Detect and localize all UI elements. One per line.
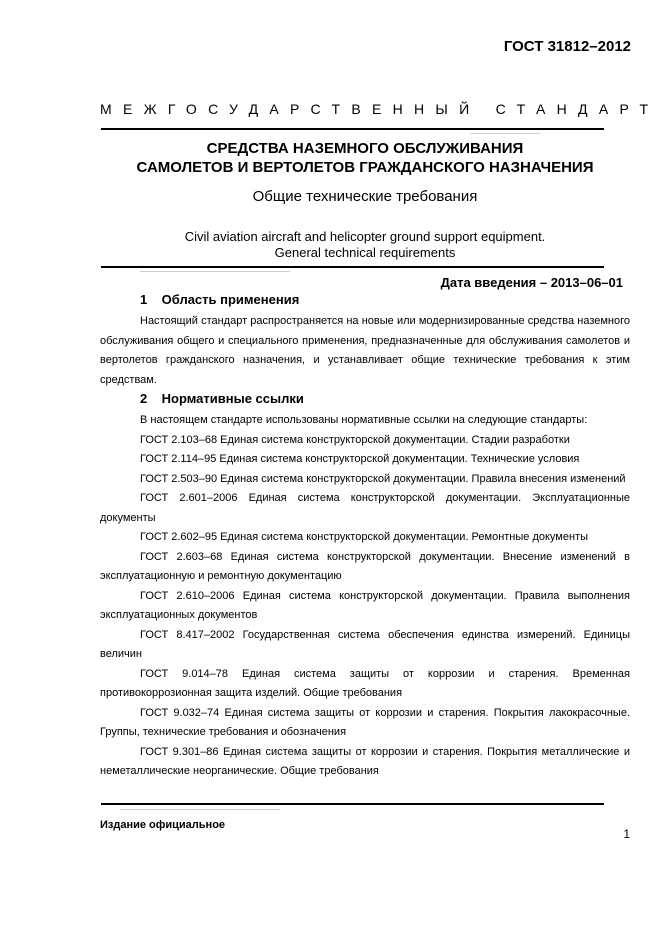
reference-item: ГОСТ 2.103–68 Единая система конструкторской документации. Стадии разработки [140, 433, 570, 446]
reference-item: ГОСТ 2.601–2006 Единая система конструкторской документации. Эксплуатационные документы [100, 492, 630, 524]
scan-artifact [470, 133, 540, 134]
section-heading-scope [140, 292, 299, 307]
interstate-standard-label: МЕЖГОСУДАРСТВЕННЫЙ СТАНДАРТ [100, 101, 660, 117]
page-number: 1 [623, 827, 630, 841]
introduction-date: Дата введения – 2013–06–01 [440, 275, 623, 290]
document-code: ГОСТ 31812–2012 [503, 38, 631, 55]
edition-label: Издание официальное [100, 819, 226, 831]
reference-item: ГОСТ 2.603–68 Единая система конструкторской документации. Внесение изменений в эксплуатационную и ремонтную документацию [100, 550, 630, 582]
reference-item: ГОСТ 8.417–2002 Государственная система обеспечения единства измерений. Единицы величин [100, 628, 630, 660]
english-title [100, 229, 630, 261]
section-title: Нормативные ссылки [161, 391, 304, 406]
reference-item: ГОСТ 9.014–78 Единая система защиты от коррозии и старения. Временная противокоррозионная защита изделий. Общие требования [100, 667, 630, 699]
reference-item: ГОСТ 2.610–2006 Единая система конструкторской документации. Правила выполнения эксплуатационных документов [100, 589, 630, 621]
scan-artifact [140, 271, 290, 272]
section-number: 2 [140, 391, 148, 406]
reference-item: ГОСТ 2.503–90 Единая система конструкторской документации. Правила внесения изменений [140, 472, 626, 485]
top-rule [101, 128, 604, 130]
title-line-1: СРЕДСТВА НАЗЕМНОГО ОБСЛУЖИВАНИЯ [206, 140, 524, 157]
section-number: 1 [140, 292, 148, 307]
section-heading-references [140, 391, 304, 406]
title-line-2: САМОЛЕТОВ И ВЕРТОЛЕТОВ ГРАЖДАНСКОГО НАЗНАЧЕНИЯ [136, 159, 594, 176]
section-title: Область применения [161, 292, 300, 307]
references-intro: В настоящем стандарте использованы нормативные ссылки на следующие стандарты: [140, 414, 588, 426]
footer-rule [101, 803, 604, 805]
reference-item: ГОСТ 2.114–95 Единая система конструкторской документации. Технические условия [140, 453, 580, 465]
document-subtitle: Общие технические требования [252, 188, 478, 205]
reference-item: ГОСТ 9.301–86 Единая система защиты от коррозии и старения. Покрытия металлические и неметаллические неорганические. Общие требования [100, 745, 630, 777]
document-title [100, 139, 630, 177]
scope-paragraph: Настоящий стандарт распространяется на новые или модернизированные средства наземного обслуживания общего и специального применения, предназначенные для обслуживания самолетов и вертолетов гражданского назначения, и устанавливает общие технические требования к этим средствам. [100, 315, 630, 386]
scan-artifact [120, 809, 280, 810]
reference-item: ГОСТ 9.032–74 Единая система защиты от коррозии и старения. Покрытия лакокрасочные. Группы, технические требования и обозначения [100, 706, 630, 738]
references-list [100, 411, 630, 782]
english-title-line-2: General technical requirements [274, 245, 456, 260]
reference-item: ГОСТ 2.602–95 Единая система конструкторской документации. Ремонтные документы [140, 531, 589, 543]
english-title-line-1: Civil aviation aircraft and helicopter ground support equipment. [184, 229, 546, 244]
title-rule [101, 266, 604, 268]
